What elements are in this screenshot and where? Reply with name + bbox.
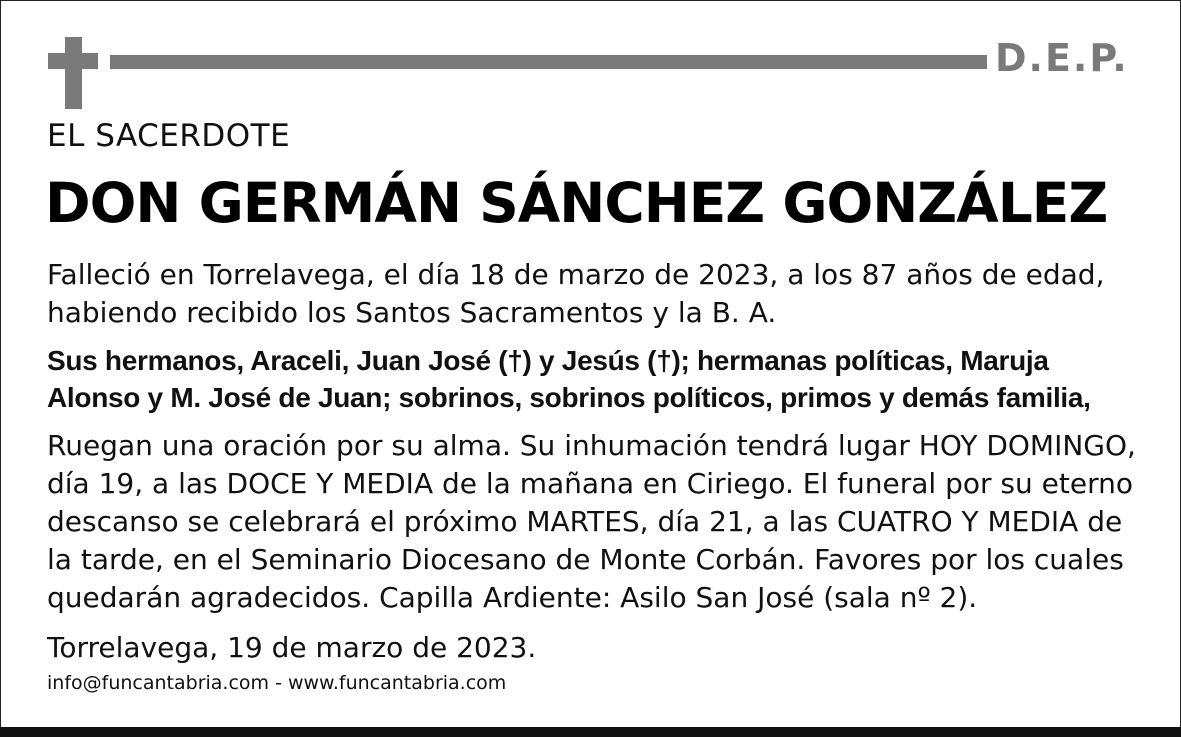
service-line: descanso se celebrará el próximo MARTES, día 21, a las CUATRO Y MEDIA de	[47, 505, 1123, 538]
title-prefix: EL SACERDOTE	[47, 118, 291, 154]
cross-icon-arm	[48, 53, 98, 69]
dep-label: D.E.P.	[995, 36, 1129, 80]
service-line: día 19, a las DOCE Y MEDIA de la mañana en Ciriego. El funeral por su eterno	[47, 467, 1133, 500]
bottom-rule	[0, 727, 1181, 737]
death-line: Falleció en Torrelavega, el día 18 de marzo de 2023, a los 87 años de edad,	[47, 258, 1105, 291]
death-line: habiendo recibido los Santos Sacramentos y la B. A.	[47, 296, 777, 329]
cross-icon	[65, 37, 82, 109]
service-line: quedarán agradecidos. Capilla Ardiente: Asilo San José (sala nº 2).	[47, 581, 978, 614]
service-line: la tarde, en el Seminario Diocesano de Monte Corbán. Favores por los cuales	[47, 543, 1124, 576]
service-line: Ruegan una oración por su alma. Su inhumación tendrá lugar HOY DOMINGO,	[47, 429, 1136, 462]
deceased-name: DON GERMÁN SÁNCHEZ GONZÁLEZ	[45, 171, 1108, 235]
contact-line: info@funcantabria.com - www.funcantabria.com	[47, 672, 507, 694]
family-line: Sus hermanos, Araceli, Juan José (†) y Jesús (†); hermanas políticas, Maruja	[47, 345, 1049, 376]
family-line: Alonso y M. José de Juan; sobrinos, sobrinos políticos, primos y demás familia,	[47, 382, 1091, 413]
header-rule	[110, 55, 987, 69]
place-date: Torrelavega, 19 de marzo de 2023.	[47, 631, 537, 664]
